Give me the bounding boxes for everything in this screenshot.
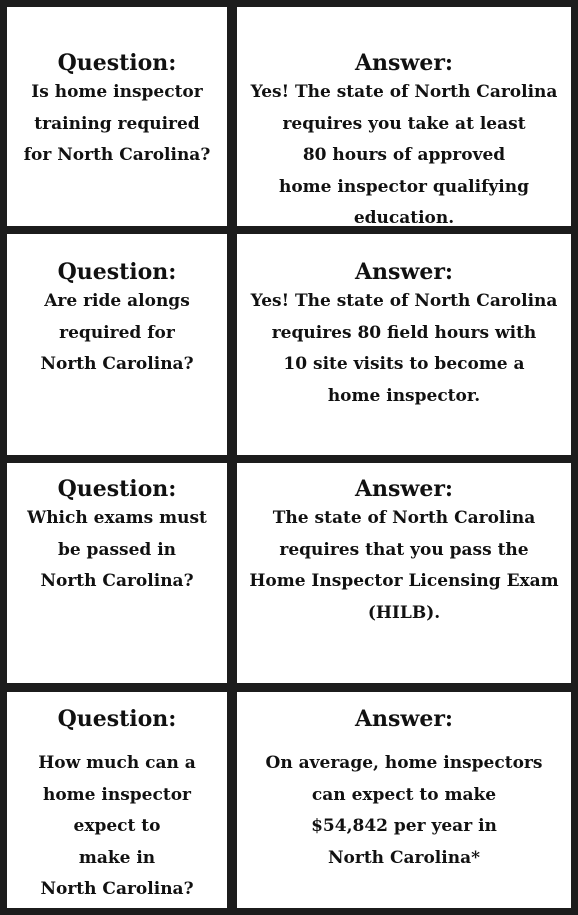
answer-line: home inspector qualifying [278, 176, 529, 197]
answer-line: Yes! The state of North Carolina [250, 82, 558, 102]
answer-line: The state of North Carolina [272, 508, 536, 528]
answer-line: requires 80 field hours with [271, 322, 537, 343]
answer-line: requires that you pass the [279, 539, 529, 560]
answer-line: Home Inspector Licensing Exam [249, 571, 559, 591]
question-line: training required [34, 113, 200, 134]
question-heading: Question: [57, 706, 177, 732]
answer-heading: Answer: [354, 50, 454, 76]
answer-line: can expect to make [311, 784, 497, 805]
question-line: Are ride alongs [44, 291, 190, 311]
answer-card-4 [237, 692, 571, 908]
question-line: North Carolina? [40, 879, 194, 899]
question-line: required for [59, 322, 175, 343]
question-line: for North Carolina? [23, 145, 211, 165]
answer-line: North Carolina* [328, 847, 480, 868]
answer-line: $54,842 per year in [311, 816, 497, 836]
answer-line: requires you take at least [282, 113, 526, 134]
question-line: Which exams must [27, 508, 207, 528]
answer-line: education. [353, 208, 455, 228]
question-card-2 [7, 234, 227, 455]
answer-line: Yes! The state of North Carolina [250, 291, 558, 311]
answer-heading: Answer: [354, 476, 454, 502]
answer-card-1 [237, 7, 571, 226]
answer-line: 80 hours of approved [302, 145, 506, 165]
question-heading: Question: [57, 476, 177, 502]
question-line: North Carolina? [40, 571, 194, 591]
question-line: How much can a [38, 753, 196, 773]
question-line: be passed in [57, 539, 177, 560]
question-heading: Question: [57, 259, 177, 285]
question-card-1 [7, 7, 227, 226]
answer-line: 10 site visits to become a [283, 354, 525, 374]
answer-line: (HILB). [367, 602, 441, 623]
answer-heading: Answer: [354, 706, 454, 732]
question-line: expect to [73, 816, 161, 836]
question-line: North Carolina? [40, 354, 194, 374]
question-card-3 [7, 463, 227, 683]
answer-card-2 [237, 234, 571, 455]
question-card-4 [7, 692, 227, 908]
answer-card-3 [237, 463, 571, 683]
answer-heading: Answer: [354, 259, 454, 285]
question-line: home inspector [42, 784, 191, 805]
answer-line: home inspector. [327, 385, 481, 406]
answer-line: On average, home inspectors [265, 753, 543, 773]
question-heading: Question: [57, 50, 177, 76]
question-line: Is home inspector [31, 82, 203, 102]
question-line: make in [78, 847, 156, 868]
